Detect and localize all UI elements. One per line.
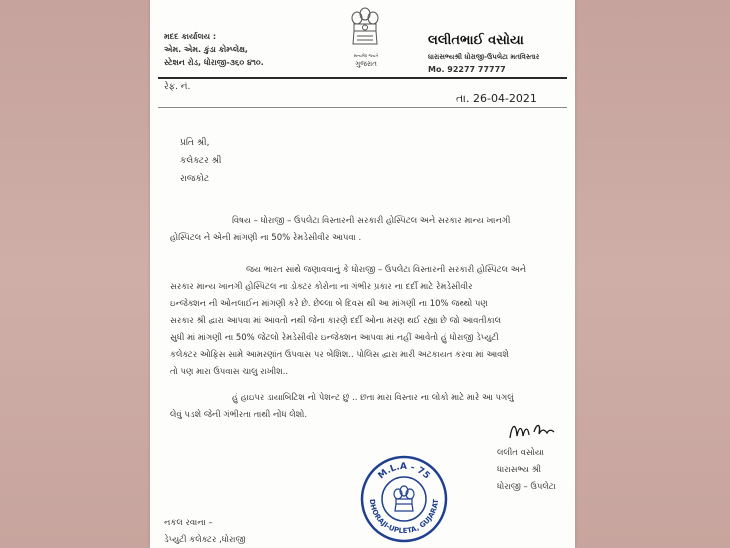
- signatory-line: ધોરાજી – ઉપલેટા: [497, 482, 556, 492]
- background-right: [575, 0, 730, 548]
- body-line: સરકાર શ્રી દ્વારા આપવા માં આવતો નથી જેના કારણે દર્દી ઓના મરણ થઈ રહ્યા છે જો આવતીકાલ: [170, 316, 502, 326]
- header-divider: [158, 77, 567, 79]
- mla-name: લલીતભાઈ વસોયા: [428, 33, 524, 48]
- signatory-line: ધારાસભ્ય શ્રી: [497, 465, 542, 475]
- body-line: સરકાર માન્ય ખાનગી હોસ્પિટલ ના ડોક્ટર કોરોના ના ગંભીર પ્રકાર ના દર્દી માટે રેમડેસીવીર: [170, 282, 473, 292]
- background-left: [0, 0, 150, 548]
- ref-divider: [158, 107, 567, 108]
- body-line: જય ભારત સાથે જણાવવાનું કે ધોરાજી – ઉપલેટા વિસ્તારની સરકારી હોસ્પિટલ અને: [246, 265, 527, 275]
- mla-post: ધારાસભ્યશ્રી ધોરાજી-ઉપલેટા મતવિસ્તાર: [428, 53, 540, 61]
- emblem-state: ગુજરાત: [355, 60, 377, 68]
- recipient-line: કલેક્ટર શ્રી: [180, 156, 222, 166]
- letter-date: તા. 26-04-2021: [456, 92, 537, 105]
- body-line: કલેક્ટર ઓફિસ સામે આમરણાંત ઉપવાસ પર બેશિશ.. પોલિસ દ્વારા મારી અટકાયત કરવા માં આવશે: [170, 350, 509, 360]
- emblem-motto: સત્યમેવ જયતે: [353, 53, 379, 58]
- body-line: સુધી માં માંગણી ના 50% જેટલો રેમડેસીવીર ઇન્જેક્શન આપવા માં નહીં આવેતો હું ધોરાજી ડેપ્યુટી: [170, 333, 499, 343]
- office-line: મદદ કાર્યાલય :: [164, 32, 217, 41]
- reference-number: રેફ. નં.: [164, 82, 191, 92]
- copy-to-recipient: ડેપ્યુટી કલેક્ટર ,ધોરાજી: [164, 535, 246, 545]
- mla-phone: Mo. 92277 77777: [428, 65, 506, 74]
- body-line: ઇન્જેક્શન ની ઓનલાઈન માંગણી કરે છે. છેલ્લા બે દિવસ થી આ માંગણી ના 10% જથ્થો પણ: [170, 299, 488, 309]
- office-line: એમ. એમ. કુંડા કોમ્પ્લેક્ષ,: [164, 45, 248, 54]
- recipient-line: પ્રતિ શ્રી,: [180, 138, 210, 148]
- seal-top-text: M.L.A - 75: [376, 461, 432, 482]
- closing-line: હું હાઇપર ડાયાબિટિશ નો પેશન્ટ છું .. છતા મારા વિસ્તાર ના લોકો માટે મારે આ પગલું: [232, 393, 514, 403]
- svg-text:M.L.A - 75: [377, 462, 432, 481]
- body-line: તો પણ મારા ઉપવાસ ચાલુ રાખીશ..: [170, 367, 289, 377]
- subject-line: હોસ્પિટલ ને એની માંગણી ના 50% રેમડેસીવીર આપવા .: [170, 233, 362, 243]
- office-line: સ્ટેશન રોડ, ધોરાજી-૩૬૦ ૪૧૦.: [164, 58, 264, 67]
- copy-to-label: નકલ રવાના –: [164, 518, 213, 528]
- letter-page: [150, 0, 575, 548]
- mla-seal-stamp: [360, 455, 448, 543]
- office-address: [164, 30, 264, 69]
- mla-details: [428, 33, 539, 74]
- signatory-line: લલીત વસોયા: [497, 448, 544, 458]
- closing-line: લેવું પડશે જેની ગંભીરતા તાથી નોંધ લેશો.: [170, 410, 308, 420]
- recipient-line: રાજકોટ: [180, 174, 210, 184]
- subject-line: વિષય – ધોરાજી – ઉપલેટા વિસ્તારની સરકારી હોસ્પિટલ અને સરકાર માન્ય ખાનગી: [232, 216, 511, 226]
- seal-bottom-text: DHORAJI-UPLETA, GUJARAT: [367, 498, 441, 536]
- signature: [507, 418, 557, 442]
